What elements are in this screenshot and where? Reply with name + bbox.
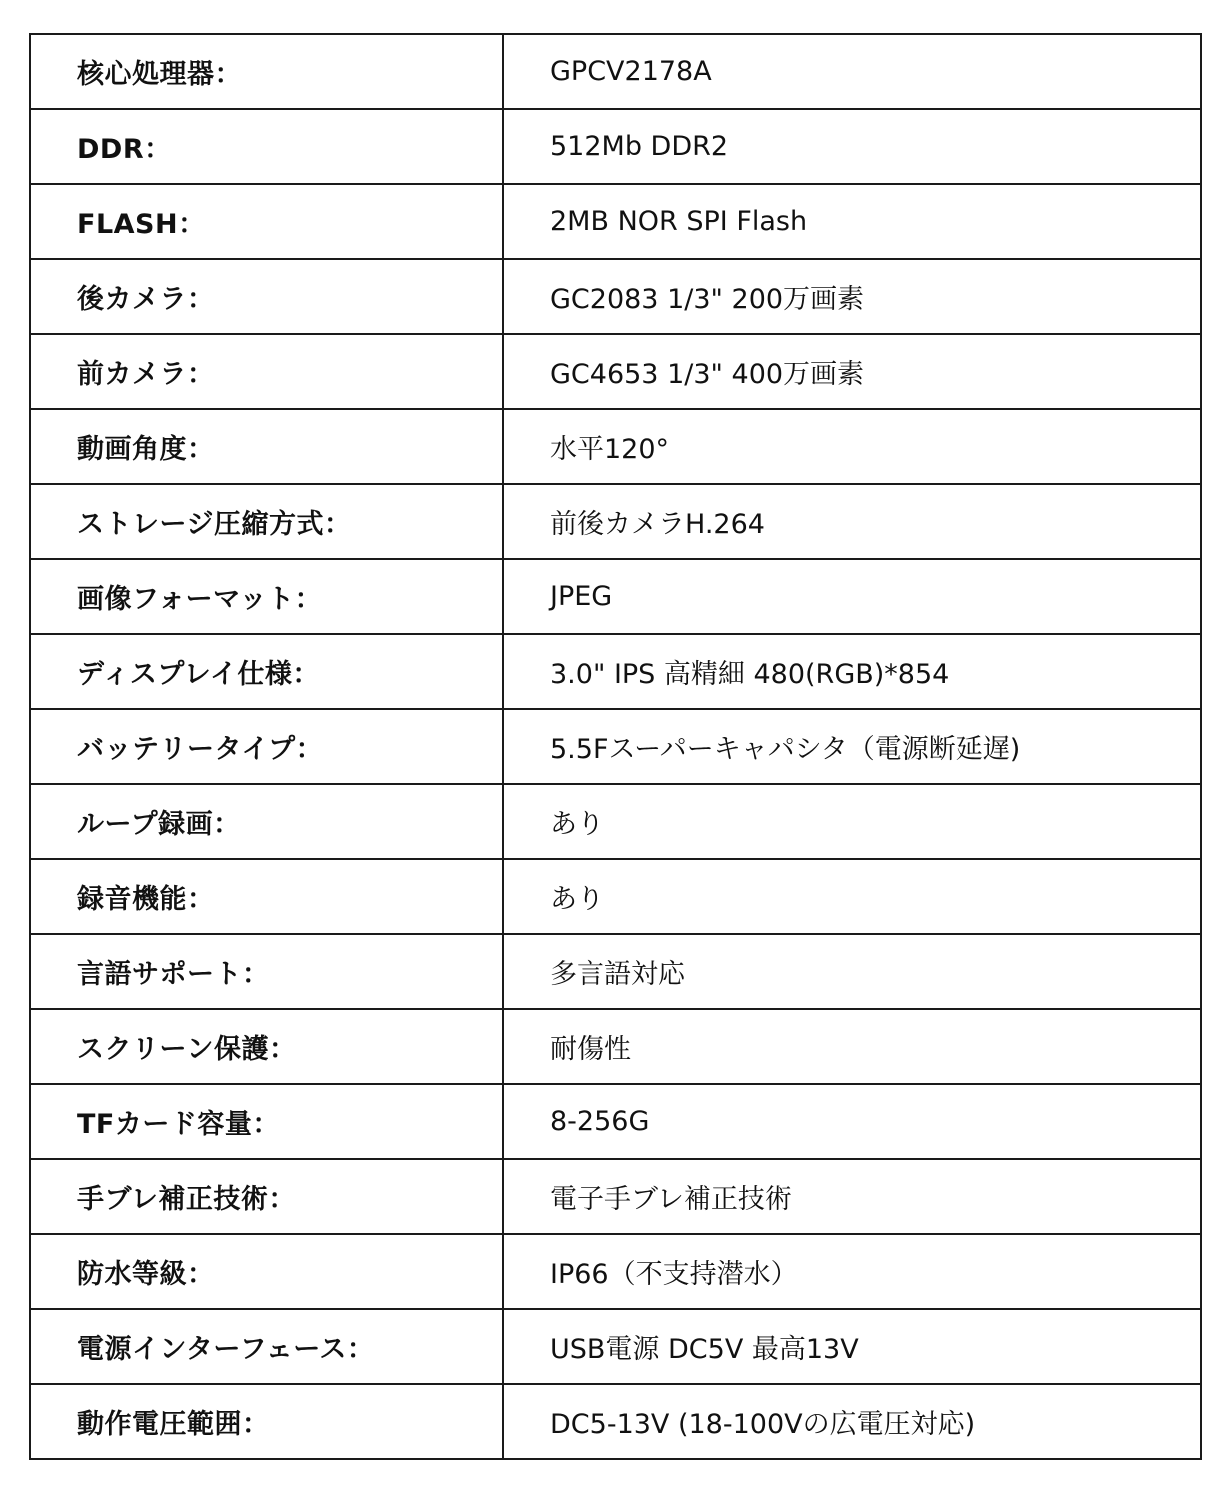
spec-row-ddr	[30, 109, 1201, 184]
spec-row-screen-protection	[30, 1009, 1201, 1084]
spec-label: 画像フォーマット：	[30, 559, 503, 634]
spec-label: 後カメラ：	[30, 259, 503, 334]
spec-row-flash	[30, 184, 1201, 259]
spec-table	[29, 33, 1202, 1460]
spec-row-view-angle	[30, 409, 1201, 484]
spec-value: JPEG	[503, 559, 1201, 634]
spec-row-rear-camera	[30, 259, 1201, 334]
spec-row-processor	[30, 34, 1201, 109]
spec-label: DDR：	[30, 109, 503, 184]
spec-label: 防水等級：	[30, 1234, 503, 1309]
spec-value: あり	[503, 859, 1201, 934]
spec-label: 動作電圧範囲：	[30, 1384, 503, 1459]
spec-value: 耐傷性	[503, 1009, 1201, 1084]
spec-row-power-interface	[30, 1309, 1201, 1384]
spec-row-compression	[30, 484, 1201, 559]
spec-value: 512Mb DDR2	[503, 109, 1201, 184]
spec-label: FLASH：	[30, 184, 503, 259]
spec-label: 動画角度：	[30, 409, 503, 484]
spec-label: 手ブレ補正技術：	[30, 1159, 503, 1234]
spec-label: 核心処理器：	[30, 34, 503, 109]
spec-row-loop-recording	[30, 784, 1201, 859]
spec-label: 電源インターフェース：	[30, 1309, 503, 1384]
spec-value: USB電源 DC5V 最高13V	[503, 1309, 1201, 1384]
spec-row-front-camera	[30, 334, 1201, 409]
spec-value: 5.5Fスーパーキャパシタ（電源断延遅)	[503, 709, 1201, 784]
spec-label: 前カメラ：	[30, 334, 503, 409]
spec-label: 録音機能：	[30, 859, 503, 934]
spec-row-image-format	[30, 559, 1201, 634]
spec-row-language	[30, 934, 1201, 1009]
spec-value: 水平120°	[503, 409, 1201, 484]
spec-label: ディスプレイ仕様：	[30, 634, 503, 709]
spec-label: ストレージ圧縮方式：	[30, 484, 503, 559]
spec-value: 8-256G	[503, 1084, 1201, 1159]
spec-row-audio-recording	[30, 859, 1201, 934]
spec-value: 3.0" IPS 高精細 480(RGB)*854	[503, 634, 1201, 709]
spec-row-battery	[30, 709, 1201, 784]
spec-value: GC4653 1/3" 400万画素	[503, 334, 1201, 409]
spec-value: GC2083 1/3" 200万画素	[503, 259, 1201, 334]
spec-label: ループ録画：	[30, 784, 503, 859]
spec-label: 言語サポート：	[30, 934, 503, 1009]
spec-value: 前後カメラH.264	[503, 484, 1201, 559]
spec-value: GPCV2178A	[503, 34, 1201, 109]
spec-label: バッテリータイプ：	[30, 709, 503, 784]
spec-label: TFカード容量：	[30, 1084, 503, 1159]
spec-row-stabilization	[30, 1159, 1201, 1234]
spec-value: DC5-13V (18-100Vの広電圧対応)	[503, 1384, 1201, 1459]
spec-value: 2MB NOR SPI Flash	[503, 184, 1201, 259]
spec-value: 電子手ブレ補正技術	[503, 1159, 1201, 1234]
spec-row-display	[30, 634, 1201, 709]
spec-value: あり	[503, 784, 1201, 859]
spec-row-waterproof	[30, 1234, 1201, 1309]
spec-label: スクリーン保護：	[30, 1009, 503, 1084]
spec-value: 多言語対応	[503, 934, 1201, 1009]
spec-row-tf-card	[30, 1084, 1201, 1159]
spec-row-voltage-range	[30, 1384, 1201, 1459]
spec-value: IP66（不支持潜水）	[503, 1234, 1201, 1309]
